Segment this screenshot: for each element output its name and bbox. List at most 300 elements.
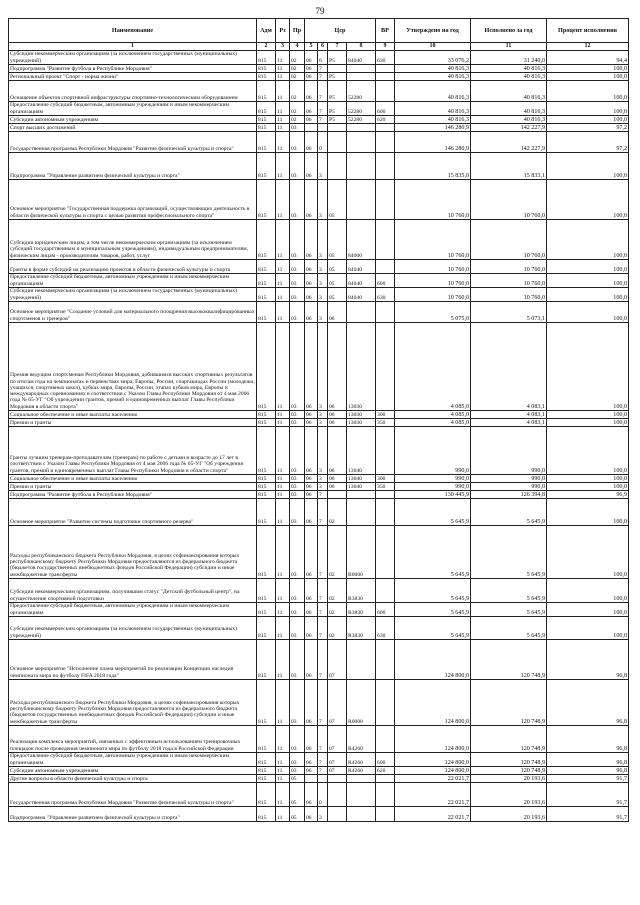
cell-vr	[376, 680, 395, 726]
cell-adm: 815	[257, 726, 276, 753]
cell-executed: 10 760,0	[471, 274, 547, 288]
cell-adm: 815	[257, 419, 276, 427]
cell-adm: 815	[257, 680, 276, 726]
cell-pr: 03	[290, 499, 305, 526]
table-row	[9, 323, 629, 411]
column-number-row	[9, 43, 629, 51]
cell-vr	[376, 427, 395, 475]
cell-csr-part: 3	[318, 427, 328, 475]
cell-csr-part	[347, 124, 376, 132]
cell-csr-part: 84040	[347, 260, 376, 274]
cell-csr-part: 84040	[347, 274, 376, 288]
cell-rz: 11	[276, 579, 290, 603]
cell-vr	[376, 132, 395, 153]
cell-csr-part: 05	[328, 260, 347, 274]
table-row	[9, 65, 629, 73]
table-row	[9, 499, 629, 526]
cell-csr-part	[347, 640, 376, 680]
cell-pr: 03	[290, 124, 305, 132]
cell-executed: 40 816,3	[471, 102, 547, 116]
cell-adm: 815	[257, 483, 276, 491]
table-row	[9, 180, 629, 220]
cell-executed: 5 645,9	[471, 499, 547, 526]
cell-csr-part: 06	[305, 483, 318, 491]
header-percent: Процент исполнения	[547, 19, 629, 43]
cell-csr-part: 7	[318, 73, 328, 81]
cell-approved: 4 085,0	[395, 411, 471, 419]
row-name: Основное мероприятие "Развитие системы подготовки спортивного резерва"	[9, 499, 257, 526]
cell-percent: 97,2	[547, 132, 629, 153]
cell-executed: 120 748,9	[471, 753, 547, 767]
header-name: Наименование	[9, 19, 257, 43]
cell-csr-part: 7	[318, 102, 328, 116]
page-number: 79	[315, 6, 325, 16]
cell-rz: 11	[276, 323, 290, 411]
cell-percent: 100,0	[547, 302, 629, 323]
cell-csr-part: 3	[318, 807, 328, 822]
cell-adm: 815	[257, 65, 276, 73]
table-row	[9, 288, 629, 302]
cell-pr: 03	[290, 526, 305, 579]
row-name: Социальное обеспечение и иные выплаты населению	[9, 475, 257, 483]
row-name: Основное мероприятие "Создание условий для материального поощрения высококвалифицированных спортсменов и тренеров"	[9, 302, 257, 323]
cell-rz: 11	[276, 603, 290, 617]
cell-pr: 03	[290, 288, 305, 302]
table-row	[9, 783, 629, 807]
cell-approved: 990,0	[395, 483, 471, 491]
cell-percent: 97,2	[547, 124, 629, 132]
cell-pr: 03	[290, 491, 305, 499]
cell-adm: 815	[257, 783, 276, 807]
cell-csr-part: Р5	[328, 81, 347, 102]
cell-vr	[376, 526, 395, 579]
cell-csr-part: 7	[318, 617, 328, 640]
cell-csr-part: 06	[305, 180, 318, 220]
table-row	[9, 603, 629, 617]
cell-vr	[376, 220, 395, 260]
cell-csr-part	[347, 73, 376, 81]
row-name: Подпрограмма "Развитие футбола в Республике Мордовия"	[9, 65, 257, 73]
cell-approved: 146 280,9	[395, 132, 471, 153]
cell-pr: 03	[290, 680, 305, 726]
cell-vr	[376, 302, 395, 323]
table-row	[9, 260, 629, 274]
cell-csr-part: 06	[305, 579, 318, 603]
cell-executed: 120 748,9	[471, 640, 547, 680]
cell-percent: 96,8	[547, 767, 629, 775]
cell-csr-part	[347, 153, 376, 180]
cell-percent: 100,0	[547, 81, 629, 102]
cell-approved: 146 280,9	[395, 124, 471, 132]
cell-executed: 10 760,0	[471, 180, 547, 220]
cell-csr-part	[305, 124, 318, 132]
cell-csr-part: 3	[318, 288, 328, 302]
row-name: Субсидии некоммерческим организациям, получившим статус "Детский футбольный центр", на осуществление спортивной подготовки	[9, 579, 257, 603]
table-row	[9, 274, 629, 288]
cell-csr-part	[328, 783, 347, 807]
table-row	[9, 775, 629, 783]
cell-csr-part: 6	[318, 51, 328, 65]
cell-pr: 03	[290, 411, 305, 419]
cell-csr-part: 05	[328, 274, 347, 288]
cell-csr-part: 06	[305, 323, 318, 411]
cell-csr-part: 06	[305, 81, 318, 102]
cell-vr: 630	[376, 288, 395, 302]
cell-executed: 4 083,1	[471, 323, 547, 411]
cell-percent: 100,0	[547, 220, 629, 260]
col-number: 8	[347, 43, 376, 51]
cell-pr: 03	[290, 579, 305, 603]
cell-csr-part	[347, 783, 376, 807]
cell-csr-part: R0000	[347, 680, 376, 726]
cell-pr: 02	[290, 81, 305, 102]
cell-adm: 815	[257, 260, 276, 274]
cell-approved: 5 645,9	[395, 579, 471, 603]
cell-vr: 620	[376, 767, 395, 775]
cell-approved: 10 760,0	[395, 260, 471, 274]
cell-rz: 11	[276, 419, 290, 427]
cell-csr-part: 06	[328, 475, 347, 483]
cell-approved: 990,0	[395, 475, 471, 483]
table-row	[9, 116, 629, 124]
cell-percent: 91,7	[547, 775, 629, 783]
cell-csr-part: 7	[318, 603, 328, 617]
cell-csr-part: 0	[318, 783, 328, 807]
cell-csr-part	[328, 491, 347, 499]
cell-csr-part: 06	[328, 323, 347, 411]
cell-rz: 11	[276, 411, 290, 419]
cell-adm: 815	[257, 427, 276, 475]
cell-percent: 100,0	[547, 260, 629, 274]
cell-csr-part	[347, 65, 376, 73]
cell-rz: 11	[276, 116, 290, 124]
cell-csr-part: 06	[305, 617, 318, 640]
cell-rz: 11	[276, 427, 290, 475]
cell-executed: 15 833,1	[471, 153, 547, 180]
cell-csr-part: 06	[305, 116, 318, 124]
cell-pr: 03	[290, 767, 305, 775]
cell-csr-part: 06	[305, 603, 318, 617]
cell-csr-part: 06	[305, 302, 318, 323]
table-row	[9, 526, 629, 579]
cell-csr-part: 52280	[347, 81, 376, 102]
cell-pr: 03	[290, 180, 305, 220]
cell-adm: 815	[257, 302, 276, 323]
cell-csr-part: 06	[305, 499, 318, 526]
cell-percent: 96,9	[547, 491, 629, 499]
cell-csr-part: 3	[318, 153, 328, 180]
cell-pr: 02	[290, 73, 305, 81]
cell-vr: 600	[376, 753, 395, 767]
cell-rz: 11	[276, 302, 290, 323]
cell-rz: 11	[276, 680, 290, 726]
cell-approved: 4 085,0	[395, 419, 471, 427]
cell-percent: 100,0	[547, 288, 629, 302]
cell-csr-part: 07	[328, 726, 347, 753]
cell-vr	[376, 579, 395, 603]
header-vr: ВР	[376, 19, 395, 43]
cell-approved: 10 760,0	[395, 274, 471, 288]
cell-executed: 5 645,9	[471, 617, 547, 640]
cell-adm: 815	[257, 499, 276, 526]
cell-rz: 11	[276, 274, 290, 288]
table-row	[9, 617, 629, 640]
cell-csr-part: R3830	[347, 603, 376, 617]
cell-csr-part: 84040	[347, 288, 376, 302]
table-row	[9, 73, 629, 81]
cell-vr: 350	[376, 419, 395, 427]
cell-pr: 03	[290, 603, 305, 617]
cell-percent: 100,0	[547, 102, 629, 116]
row-name: Реализация комплекса мероприятий, связанных с эффективным использованием тренировочных площадок после проведения чемпионата мира по футболу 2018 года в Российской Федерации	[9, 726, 257, 753]
row-name: Оснащение объектов спортивной инфраструктуры спортивно-технологическим оборудованием	[9, 81, 257, 102]
cell-rz: 11	[276, 132, 290, 153]
cell-csr-part: 3	[318, 274, 328, 288]
cell-rz: 11	[276, 260, 290, 274]
cell-csr-part: 3	[318, 302, 328, 323]
cell-approved: 130 445,9	[395, 491, 471, 499]
cell-executed: 31 240,0	[471, 51, 547, 65]
cell-csr-part: 06	[305, 767, 318, 775]
cell-executed: 10 760,0	[471, 288, 547, 302]
cell-percent: 100,0	[547, 323, 629, 411]
cell-vr	[376, 499, 395, 526]
cell-percent: 94,4	[547, 51, 629, 65]
col-number: 11	[471, 43, 547, 51]
cell-csr-part: 06	[328, 302, 347, 323]
table-body	[9, 51, 629, 822]
cell-rz: 11	[276, 483, 290, 491]
cell-percent: 100,0	[547, 65, 629, 73]
cell-approved: 10 760,0	[395, 288, 471, 302]
cell-adm: 815	[257, 640, 276, 680]
cell-csr-part: Р5	[328, 116, 347, 124]
cell-csr-part: 13030	[347, 411, 376, 419]
table-row	[9, 302, 629, 323]
row-name: Субсидии некоммерческим организациям (за исключением государственных (муниципальных) учреждений)	[9, 617, 257, 640]
cell-approved: 22 021,7	[395, 775, 471, 783]
row-name: Предоставление субсидий бюджетным, автономным учреждениям и иным некоммерческим организациям	[9, 102, 257, 116]
cell-percent: 100,0	[547, 475, 629, 483]
cell-vr	[376, 783, 395, 807]
row-name: Премии и гранты	[9, 483, 257, 491]
cell-adm: 815	[257, 180, 276, 220]
cell-percent: 100,0	[547, 153, 629, 180]
cell-csr-part: 06	[305, 51, 318, 65]
cell-csr-part: 06	[305, 427, 318, 475]
col-number: 10	[395, 43, 471, 51]
table-row	[9, 807, 629, 822]
cell-csr-part	[318, 124, 328, 132]
cell-adm: 815	[257, 220, 276, 260]
col-number: 1	[9, 43, 257, 51]
table-row	[9, 419, 629, 427]
cell-percent: 91,7	[547, 807, 629, 822]
row-name: Основное мероприятие "Государственная поддержка организаций, осуществляющих деятельность в области физической культуры и спорта с целью развития профессионального спорта"	[9, 180, 257, 220]
cell-rz: 11	[276, 499, 290, 526]
cell-csr-part: 0	[318, 132, 328, 153]
cell-csr-part: 3	[318, 483, 328, 491]
cell-executed: 40 816,3	[471, 65, 547, 73]
cell-executed: 20 193,6	[471, 783, 547, 807]
cell-csr-part: 06	[305, 132, 318, 153]
table-row	[9, 483, 629, 491]
cell-percent: 100,0	[547, 603, 629, 617]
cell-csr-part: 02	[328, 579, 347, 603]
cell-percent: 100,0	[547, 180, 629, 220]
cell-csr-part: 06	[305, 411, 318, 419]
cell-approved: 40 816,3	[395, 116, 471, 124]
col-number: 5	[305, 43, 318, 51]
table-row	[9, 411, 629, 419]
row-name: Расходы республиканского бюджета Республики Мордовия, в целях софинансирования которых республиканскому бюджету Республики Мордовия предоставляются из федерального бюджета (бюджетов государственных внебюджетных фондов Российской Федерации) субсидии и иные межбюджетные трансферты	[9, 680, 257, 726]
header-adm: Адм	[257, 19, 276, 43]
cell-csr-part: 06	[305, 526, 318, 579]
cell-csr-part: 3	[318, 323, 328, 411]
cell-csr-part: 06	[305, 419, 318, 427]
cell-approved: 990,0	[395, 427, 471, 475]
cell-pr: 03	[290, 153, 305, 180]
cell-pr: 03	[290, 419, 305, 427]
col-number: 3	[276, 43, 290, 51]
cell-approved: 5 075,0	[395, 302, 471, 323]
table-row	[9, 767, 629, 775]
row-name: Подпрограмма "Управление развитием физической культуры и спорта"	[9, 807, 257, 822]
cell-pr: 03	[290, 640, 305, 680]
cell-executed: 40 816,3	[471, 116, 547, 124]
cell-approved: 124 800,0	[395, 640, 471, 680]
cell-vr: 600	[376, 603, 395, 617]
row-name: Субсидии автономным учреждениям	[9, 116, 257, 124]
cell-csr-part: 7	[318, 680, 328, 726]
cell-percent: 100,0	[547, 116, 629, 124]
cell-executed: 142 227,9	[471, 124, 547, 132]
cell-csr-part: Р5	[328, 51, 347, 65]
table-row	[9, 51, 629, 65]
cell-percent: 100,0	[547, 526, 629, 579]
cell-csr-part: 7	[318, 640, 328, 680]
col-number: 12	[547, 43, 629, 51]
cell-vr: 620	[376, 116, 395, 124]
cell-csr-part: 13030	[347, 323, 376, 411]
cell-approved: 22 021,7	[395, 807, 471, 822]
cell-csr-part: R3830	[347, 579, 376, 603]
table-header-row	[9, 19, 629, 43]
row-name: Государственная программа Республики Мордовия "Развитие физической культуры и спорта"	[9, 783, 257, 807]
cell-rz: 11	[276, 73, 290, 81]
col-number: 6	[318, 43, 328, 51]
cell-percent: 100,0	[547, 579, 629, 603]
cell-csr-part: R4260	[347, 726, 376, 753]
cell-percent: 100,0	[547, 419, 629, 427]
cell-csr-part: 06	[305, 640, 318, 680]
cell-vr	[376, 124, 395, 132]
header-csr: Цср	[305, 19, 376, 43]
cell-csr-part: 52280	[347, 116, 376, 124]
cell-adm: 815	[257, 102, 276, 116]
cell-percent: 96,8	[547, 680, 629, 726]
row-name: Гранты лучшим тренерам-преподавателям (тренерам) по работе с детьми в возрасте до 17 лет в соответствии с Указом Главы Республики Мордовия от 4 мая 2006 года № 65-УГ "Об учреждении грантов, премий и единовременных выплат Главы Республики Мордовия в области спорта"	[9, 427, 257, 475]
cell-csr-part	[347, 180, 376, 220]
cell-csr-part: R4260	[347, 753, 376, 767]
table-row	[9, 640, 629, 680]
cell-rz: 11	[276, 783, 290, 807]
table-row	[9, 102, 629, 116]
cell-csr-part: 84040	[347, 51, 376, 65]
cell-rz: 11	[276, 726, 290, 753]
cell-csr-part: 06	[305, 807, 318, 822]
cell-csr-part: 3	[318, 220, 328, 260]
cell-executed: 990,0	[471, 483, 547, 491]
cell-executed: 5 645,9	[471, 579, 547, 603]
cell-csr-part: 3	[318, 411, 328, 419]
cell-csr-part: 3	[318, 260, 328, 274]
row-name: Региональный проект "Спорт - норма жизни"	[9, 73, 257, 81]
cell-rz: 11	[276, 640, 290, 680]
row-name: Предоставление субсидий бюджетным, автономным учреждениям и иным некоммерческим организациям	[9, 603, 257, 617]
cell-csr-part: Р5	[328, 73, 347, 81]
cell-rz: 11	[276, 180, 290, 220]
cell-csr-part: 06	[328, 483, 347, 491]
cell-executed: 126 394,8	[471, 491, 547, 499]
cell-pr: 05	[290, 807, 305, 822]
row-name: Социальное обеспечение и иные выплаты населению	[9, 411, 257, 419]
cell-rz: 11	[276, 475, 290, 483]
cell-csr-part: 13040	[347, 427, 376, 475]
table-row	[9, 475, 629, 483]
cell-vr: 630	[376, 617, 395, 640]
cell-csr-part	[347, 132, 376, 153]
cell-csr-part: Р5	[328, 102, 347, 116]
table-row	[9, 753, 629, 767]
cell-vr	[376, 726, 395, 753]
row-name: Государственная программа Республики Мордовия "Развитие физической культуры и спорта"	[9, 132, 257, 153]
cell-csr-part: 06	[328, 419, 347, 427]
cell-adm: 815	[257, 526, 276, 579]
cell-csr-part: 06	[305, 288, 318, 302]
cell-percent: 100,0	[547, 617, 629, 640]
cell-vr	[376, 640, 395, 680]
cell-percent: 100,0	[547, 483, 629, 491]
cell-approved: 40 816,3	[395, 81, 471, 102]
cell-csr-part: 07	[328, 680, 347, 726]
cell-rz: 11	[276, 51, 290, 65]
cell-pr: 03	[290, 475, 305, 483]
cell-vr: 600	[376, 102, 395, 116]
cell-csr-part: 7	[318, 499, 328, 526]
cell-adm: 815	[257, 753, 276, 767]
cell-executed: 120 748,9	[471, 726, 547, 753]
cell-csr-part: 06	[305, 783, 318, 807]
cell-adm: 815	[257, 411, 276, 419]
row-name: Субсидии некоммерческим организациям (за исключением государственных (муниципальных) учреждений)	[9, 51, 257, 65]
cell-approved: 40 816,3	[395, 73, 471, 81]
cell-rz: 11	[276, 491, 290, 499]
cell-adm: 815	[257, 617, 276, 640]
cell-csr-part	[347, 775, 376, 783]
cell-adm: 815	[257, 491, 276, 499]
table-row	[9, 153, 629, 180]
col-number: 9	[376, 43, 395, 51]
cell-percent: 100,0	[547, 73, 629, 81]
cell-vr	[376, 153, 395, 180]
cell-adm: 815	[257, 73, 276, 81]
cell-rz: 11	[276, 220, 290, 260]
cell-executed: 5 073,1	[471, 302, 547, 323]
cell-approved: 5 645,9	[395, 603, 471, 617]
table-row	[9, 81, 629, 102]
cell-csr-part: 7	[318, 81, 328, 102]
